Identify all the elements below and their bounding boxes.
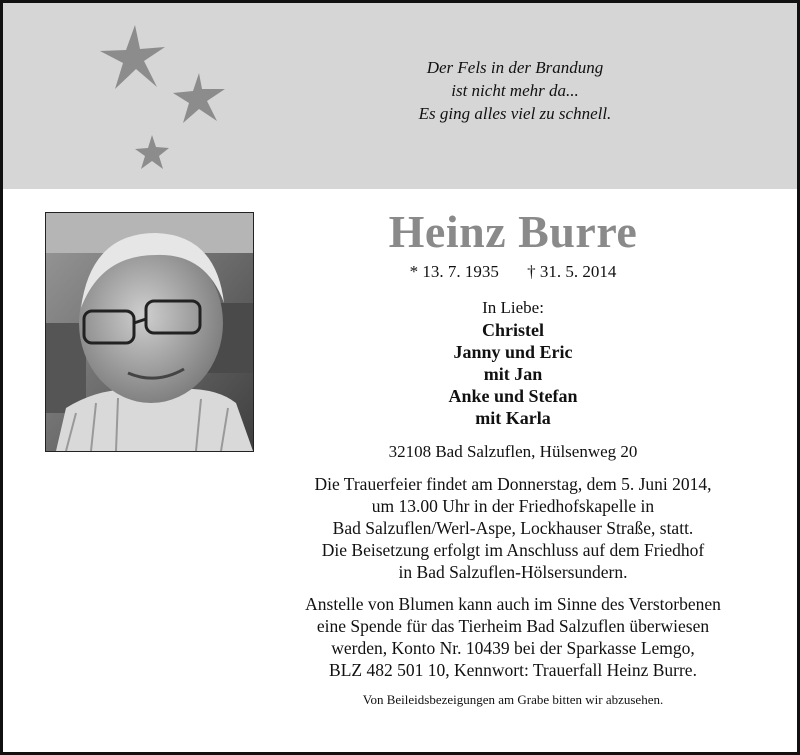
service-line: Die Beisetzung erfolgt im Anschluss auf dem Friedhof xyxy=(321,540,705,560)
service-line: Die Trauerfeier findet am Donnerstag, dem 5. Juni 2014, xyxy=(314,474,712,494)
donation-line: BLZ 482 501 10, Kennwort: Trauerfall Heinz Burre. xyxy=(329,660,697,680)
footer-note: Von Beileidsbezeigungen am Grabe bitten wir abzusehen. xyxy=(362,692,664,707)
header-banner xyxy=(3,3,797,189)
donation-line: Anstelle von Blumen kann auch im Sinne des Verstorbenen xyxy=(305,594,721,614)
donation-line: werden, Konto Nr. 10439 bei der Sparkasse Lemgo, xyxy=(331,638,695,658)
life-dates xyxy=(233,261,793,283)
service-line: Bad Salzuflen/Werl-Aspe, Lockhauser Straße, statt. xyxy=(332,518,694,538)
star-icon xyxy=(135,135,169,169)
mourner-name: Christel xyxy=(482,320,544,340)
mourner-name: Anke und Stefan xyxy=(448,386,578,406)
donation-details xyxy=(233,593,793,681)
service-line: in Bad Salzuflen-Hölsersundern. xyxy=(398,562,628,582)
star-icon xyxy=(173,73,225,123)
mourner-name: Janny und Eric xyxy=(453,342,573,362)
donation-line: eine Spende für das Tierheim Bad Salzuflen überwiesen xyxy=(316,616,710,636)
family-address: 32108 Bad Salzuflen, Hülsenweg 20 xyxy=(388,442,638,461)
portrait-photo xyxy=(45,212,254,452)
deceased-name: Heinz Burre xyxy=(388,206,638,257)
stars-decoration xyxy=(3,3,303,189)
service-details xyxy=(233,473,793,583)
star-icon xyxy=(100,25,165,89)
mourners-intro: In Liebe: xyxy=(482,298,544,317)
mourner-name: mit Karla xyxy=(475,408,551,428)
mourner-name: mit Jan xyxy=(483,364,543,384)
death-date: † 31. 5. 2014 xyxy=(527,262,617,281)
quote-line: ist nicht mehr da... xyxy=(451,81,579,100)
birth-date: * 13. 7. 1935 xyxy=(409,262,499,281)
quote xyxy=(355,56,675,125)
quote-line: Der Fels in der Brandung xyxy=(426,58,604,77)
quote-line: Es ging alles viel zu schnell. xyxy=(418,104,612,123)
obituary-content xyxy=(233,203,793,709)
service-line: um 13.00 Uhr in der Friedhofskapelle in xyxy=(371,496,655,516)
